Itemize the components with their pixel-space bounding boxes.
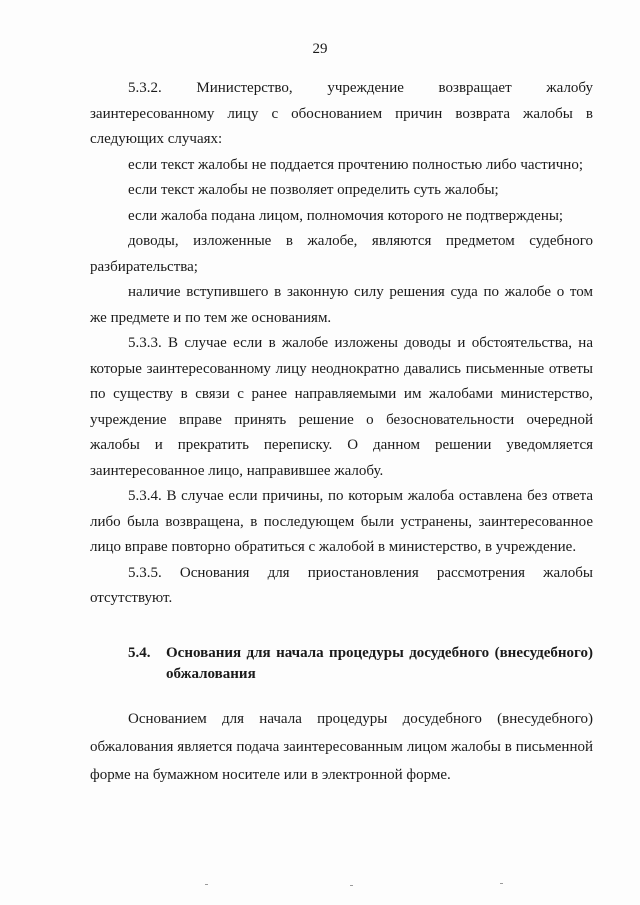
section-number: 5.4.	[128, 644, 151, 661]
scan-speck	[500, 883, 503, 884]
paragraph-5-3-4: 5.3.4. В случае если причины, по которым жалоба оставлена без ответа либо была возвращена, в последующем были устранены, заинтересованное лицо вправе повторно обратиться с жалобой в министерство, в учреждение.	[90, 488, 593, 555]
list-item-authority: если жалоба подана лицом, полномочия которого не подтверждены;	[128, 207, 564, 224]
paragraph-5-4: Основанием для начала процедуры досудебного (внесудебного) обжалования является подача заинтересованным лицом жалобы в письменной форме на бумажном носителе или в электронной форме.	[90, 710, 593, 783]
section-title: Основания для начала процедуры досудебного (внесудебного) обжалования	[166, 644, 593, 682]
paragraph-5-3-2: 5.3.2. Министерство, учреждение возвращает жалобу заинтересованному лицу с обоснованием причин возврата жалобы в следующих случаях:	[90, 80, 593, 147]
list-item-court-subject: доводы, изложенные в жалобе, являются предметом судебного разбирательства;	[90, 233, 593, 275]
page-content	[90, 76, 593, 789]
list-item-essence: если текст жалобы не позволяет определить суть жалобы;	[128, 182, 499, 198]
section-heading	[90, 643, 593, 685]
page-number: 29	[312, 41, 328, 57]
paragraph-5-3-3: 5.3.3. В случае если в жалобе изложены доводы и обстоятельства, на которые заинтересованному лицу неоднократно давались письменные ответы по существу в связи с ранее направляемыми им жалобами министерство, учреждение вправе принять решение о безосновательности очередной жалобы и прекратить переписку. О данном решении уведомляется заинтересованное лицо, направившее жалобу.	[90, 335, 593, 479]
paragraph-5-3-5: 5.3.5. Основания для приостановления рассмотрения жалобы отсутствуют.	[90, 564, 593, 606]
scan-speck	[350, 885, 353, 886]
list-item-court-decision: наличие вступившего в законную силу решения суда по жалобе о том же предмете и по тем же основаниям.	[90, 284, 593, 326]
list-item-unreadable: если текст жалобы не поддается прочтению полностью либо частично;	[128, 156, 584, 173]
scan-speck	[205, 884, 208, 885]
